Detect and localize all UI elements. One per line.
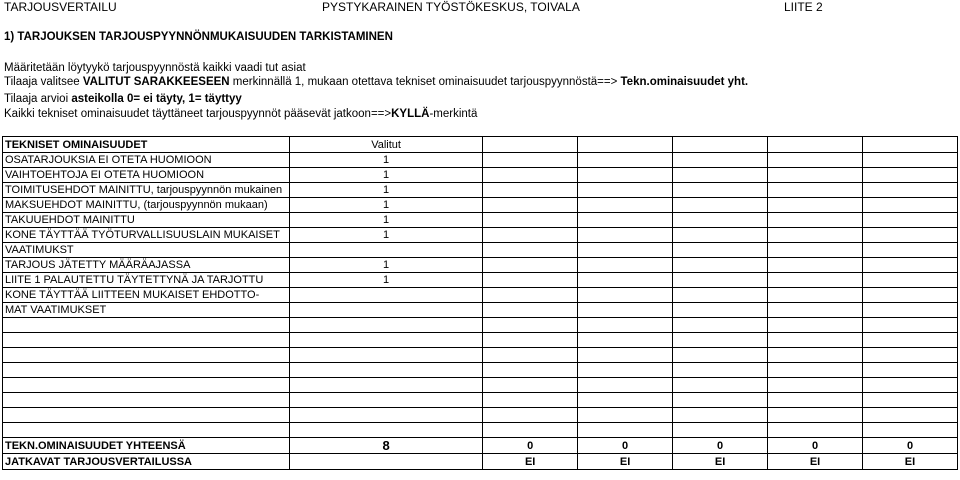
empty-row <box>3 333 958 348</box>
blank-cell[interactable] <box>483 393 578 408</box>
selected-value-cell[interactable]: 1 <box>290 258 483 273</box>
blank-cell[interactable] <box>768 273 863 288</box>
selected-value-cell[interactable]: 1 <box>290 153 483 168</box>
blank-cell[interactable] <box>578 318 673 333</box>
blank-cell[interactable] <box>673 258 768 273</box>
intro-line-3 <box>4 93 242 106</box>
blank-cell[interactable] <box>768 183 863 198</box>
blank-cell[interactable] <box>673 198 768 213</box>
feature-label: TAKUUEHDOT MAINITTU <box>3 213 290 228</box>
blank-cell[interactable] <box>863 393 958 408</box>
intro-line-2-a: Tilaaja valitsee <box>4 76 83 88</box>
continues-offer-value: EI <box>863 454 958 470</box>
blank-cell[interactable] <box>863 348 958 363</box>
intro-line-2-b: VALITUT SARAKKEESEEN <box>82 76 230 88</box>
blank-cell[interactable] <box>673 243 768 258</box>
blank-cell[interactable] <box>578 333 673 348</box>
continues-offer-value: EI <box>673 454 768 470</box>
blank-cell[interactable] <box>578 183 673 198</box>
empty-selected-cell[interactable] <box>290 318 483 333</box>
blank-cell[interactable] <box>768 198 863 213</box>
table-row <box>3 288 958 303</box>
table-row <box>3 198 958 213</box>
blank-cell[interactable] <box>673 213 768 228</box>
intro-line-4-a: Kaikki tekniset ominaisuudet täyttäneet tarjouspyynnöt pääsevät jatkoon==> <box>4 108 392 120</box>
blank-cell[interactable] <box>863 153 958 168</box>
empty-row <box>3 423 958 438</box>
comparison-table <box>2 136 958 470</box>
blank-cell[interactable] <box>673 228 768 243</box>
table-row <box>3 153 958 168</box>
header-center: PYSTYKARAINEN TYÖSTÖKESKUS, TOIVALA <box>322 0 580 14</box>
empty-feature-cell[interactable] <box>3 348 290 363</box>
empty-selected-cell[interactable] <box>290 348 483 363</box>
blank-cell[interactable] <box>768 378 863 393</box>
blank-cell[interactable] <box>578 213 673 228</box>
blank-cell[interactable] <box>483 168 578 183</box>
selected-value-cell[interactable]: 1 <box>290 168 483 183</box>
intro-line-3-a: Tilaaja arvioi <box>4 93 72 105</box>
blank-cell[interactable] <box>673 348 768 363</box>
continues-selected <box>290 454 483 470</box>
empty-selected-cell[interactable] <box>290 423 483 438</box>
blank-cell[interactable] <box>673 168 768 183</box>
empty-selected-cell[interactable] <box>290 333 483 348</box>
table-row <box>3 183 958 198</box>
empty-feature-cell[interactable] <box>3 318 290 333</box>
empty-selected-cell[interactable] <box>290 393 483 408</box>
feature-label: VAIHTOEHTOJA EI OTETA HUOMIOON <box>3 168 290 183</box>
totals-offer-value: 0 <box>863 438 958 454</box>
selected-value-cell[interactable] <box>290 288 483 303</box>
blank-cell[interactable] <box>768 423 863 438</box>
totals-offer-value: 0 <box>673 438 768 454</box>
table-row <box>3 213 958 228</box>
header-right: LIITE 2 <box>784 0 823 14</box>
blank-cell[interactable] <box>768 348 863 363</box>
blank-cell[interactable] <box>768 318 863 333</box>
continues-row <box>3 454 958 470</box>
selected-value-cell[interactable] <box>290 243 483 258</box>
empty-selected-cell[interactable] <box>290 408 483 423</box>
blank-cell[interactable] <box>673 363 768 378</box>
blank-cell[interactable] <box>863 137 958 153</box>
empty-row <box>3 378 958 393</box>
table-row <box>3 273 958 288</box>
selected-value-cell[interactable]: 1 <box>290 273 483 288</box>
blank-cell[interactable] <box>863 198 958 213</box>
blank-cell[interactable] <box>863 363 958 378</box>
table-row <box>3 228 958 243</box>
intro-line-3-b: asteikolla 0= ei täyty, 1= täyttyy <box>71 93 242 105</box>
blank-cell[interactable] <box>863 288 958 303</box>
intro-line-4-c: -merkintä <box>429 108 478 120</box>
totals-offer-value: 0 <box>768 438 863 454</box>
table-row <box>3 303 958 318</box>
blank-cell[interactable] <box>483 348 578 363</box>
header-left: TARJOUSVERTAILU <box>4 0 117 14</box>
empty-row <box>3 363 958 378</box>
empty-row <box>3 318 958 333</box>
totals-row <box>3 438 958 454</box>
blank-cell[interactable] <box>578 363 673 378</box>
selected-value-cell[interactable]: 1 <box>290 213 483 228</box>
empty-feature-cell[interactable] <box>3 408 290 423</box>
blank-cell[interactable] <box>768 213 863 228</box>
blank-cell[interactable] <box>483 258 578 273</box>
blank-cell[interactable] <box>483 183 578 198</box>
blank-cell[interactable] <box>673 273 768 288</box>
blank-cell[interactable] <box>483 137 578 153</box>
feature-label: LIITE 1 PALAUTETTU TÄYTETTYNÄ JA TARJOTTU <box>3 273 290 288</box>
intro-line-4-b: KYLLÄ <box>391 108 430 120</box>
blank-cell[interactable] <box>483 363 578 378</box>
feature-label: KONE TÄYTTÄÄ TYÖTURVALLISUUSLAIN MUKAISET <box>3 228 290 243</box>
blank-cell[interactable] <box>578 258 673 273</box>
totals-offer-value: 0 <box>578 438 673 454</box>
table-row <box>3 243 958 258</box>
table-row <box>3 168 958 183</box>
blank-cell[interactable] <box>863 423 958 438</box>
blank-cell[interactable] <box>483 303 578 318</box>
empty-selected-cell[interactable] <box>290 363 483 378</box>
blank-cell[interactable] <box>863 213 958 228</box>
blank-cell[interactable] <box>578 137 673 153</box>
intro-line-1 <box>4 62 306 75</box>
intro-line-4 <box>4 108 477 121</box>
blank-cell[interactable] <box>578 228 673 243</box>
totals-label: TEKN.OMINAISUUDET YHTEENSÄ <box>3 438 290 454</box>
blank-cell[interactable] <box>578 288 673 303</box>
intro-line-2-c: merkinnällä 1, mukaan otettava tekniset ominaisuudet tarjouspyynnöstä==> <box>229 76 621 88</box>
blank-cell[interactable] <box>863 273 958 288</box>
blank-cell[interactable] <box>768 228 863 243</box>
blank-cell[interactable] <box>673 333 768 348</box>
table-body <box>3 137 958 470</box>
blank-cell[interactable] <box>768 137 863 153</box>
blank-cell[interactable] <box>578 378 673 393</box>
blank-cell[interactable] <box>768 393 863 408</box>
blank-cell[interactable] <box>863 258 958 273</box>
feature-label: TOIMITUSEHDOT MAINITTU, tarjouspyynnön mukainen <box>3 183 290 198</box>
continues-offer-value: EI <box>578 454 673 470</box>
blank-cell[interactable] <box>578 198 673 213</box>
blank-cell[interactable] <box>768 288 863 303</box>
selected-value-cell[interactable]: 1 <box>290 198 483 213</box>
empty-feature-cell[interactable] <box>3 333 290 348</box>
feature-label: MAKSUEHDOT MAINITTU, (tarjouspyynnön mukaan) <box>3 198 290 213</box>
blank-cell[interactable] <box>578 168 673 183</box>
blank-cell[interactable] <box>578 423 673 438</box>
empty-row <box>3 348 958 363</box>
blank-cell[interactable] <box>768 333 863 348</box>
blank-cell[interactable] <box>673 393 768 408</box>
empty-feature-cell[interactable] <box>3 363 290 378</box>
continues-label: JATKAVAT TARJOUSVERTAILUSSA <box>3 454 290 470</box>
totals-offer-value: 0 <box>483 438 578 454</box>
blank-cell[interactable] <box>768 363 863 378</box>
blank-cell[interactable] <box>483 408 578 423</box>
selected-value-cell[interactable] <box>290 303 483 318</box>
blank-cell[interactable] <box>863 183 958 198</box>
blank-cell[interactable] <box>483 423 578 438</box>
intro-line-2 <box>4 76 748 89</box>
feature-label: OSATARJOUKSIA EI OTETA HUOMIOON <box>3 153 290 168</box>
selected-value-cell[interactable]: 1 <box>290 228 483 243</box>
empty-row <box>3 408 958 423</box>
blank-cell[interactable] <box>578 153 673 168</box>
blank-cell[interactable] <box>673 153 768 168</box>
blank-cell[interactable] <box>673 288 768 303</box>
blank-cell[interactable] <box>768 408 863 423</box>
blank-cell[interactable] <box>483 228 578 243</box>
column-header-features: TEKNISET OMINAISUUDET <box>3 137 290 153</box>
continues-offer-value: EI <box>483 454 578 470</box>
blank-cell[interactable] <box>673 423 768 438</box>
empty-feature-cell[interactable] <box>3 393 290 408</box>
column-header-selected: Valitut <box>290 137 483 153</box>
blank-cell[interactable] <box>578 243 673 258</box>
blank-cell[interactable] <box>483 378 578 393</box>
feature-label: MAT VAATIMUKSET <box>3 303 290 318</box>
blank-cell[interactable] <box>863 303 958 318</box>
blank-cell[interactable] <box>578 408 673 423</box>
empty-row <box>3 393 958 408</box>
empty-feature-cell[interactable] <box>3 423 290 438</box>
table-header-row <box>3 137 958 153</box>
blank-cell[interactable] <box>863 228 958 243</box>
feature-label: VAATIMUKST <box>3 243 290 258</box>
blank-cell[interactable] <box>863 168 958 183</box>
blank-cell[interactable] <box>863 408 958 423</box>
blank-cell[interactable] <box>483 273 578 288</box>
blank-cell[interactable] <box>863 378 958 393</box>
blank-cell[interactable] <box>483 243 578 258</box>
blank-cell[interactable] <box>578 273 673 288</box>
table-row <box>3 258 958 273</box>
blank-cell[interactable] <box>483 198 578 213</box>
intro-line-2-d: Tekn.ominaisuudet yht. <box>620 76 749 88</box>
blank-cell[interactable] <box>863 318 958 333</box>
blank-cell[interactable] <box>768 258 863 273</box>
empty-feature-cell[interactable] <box>3 378 290 393</box>
blank-cell[interactable] <box>483 213 578 228</box>
continues-offer-value: EI <box>768 454 863 470</box>
section-title: 1) TARJOUKSEN TARJOUSPYYNNÖNMUKAISUUDEN TARKISTAMINEN <box>4 31 393 43</box>
feature-label: TARJOUS JÄTETTY MÄÄRÄAJASSA <box>3 258 290 273</box>
blank-cell[interactable] <box>863 243 958 258</box>
blank-cell[interactable] <box>673 378 768 393</box>
blank-cell[interactable] <box>768 168 863 183</box>
blank-cell[interactable] <box>673 137 768 153</box>
blank-cell[interactable] <box>768 243 863 258</box>
empty-selected-cell[interactable] <box>290 378 483 393</box>
blank-cell[interactable] <box>673 183 768 198</box>
feature-label: KONE TÄYTTÄÄ LIITTEEN MUKAISET EHDOTTO- <box>3 288 290 303</box>
totals-selected: 8 <box>290 438 483 454</box>
blank-cell[interactable] <box>578 303 673 318</box>
blank-cell[interactable] <box>483 333 578 348</box>
selected-value-cell[interactable]: 1 <box>290 183 483 198</box>
intro-line-1-text: Määritetään löytyykö tarjouspyynnöstä kaikki vaadi tut asiat <box>4 62 306 74</box>
blank-cell[interactable] <box>673 408 768 423</box>
blank-cell[interactable] <box>578 348 673 363</box>
blank-cell[interactable] <box>483 153 578 168</box>
blank-cell[interactable] <box>483 318 578 333</box>
blank-cell[interactable] <box>863 333 958 348</box>
blank-cell[interactable] <box>673 303 768 318</box>
blank-cell[interactable] <box>578 393 673 408</box>
blank-cell[interactable] <box>673 318 768 333</box>
blank-cell[interactable] <box>768 303 863 318</box>
blank-cell[interactable] <box>483 288 578 303</box>
blank-cell[interactable] <box>768 153 863 168</box>
